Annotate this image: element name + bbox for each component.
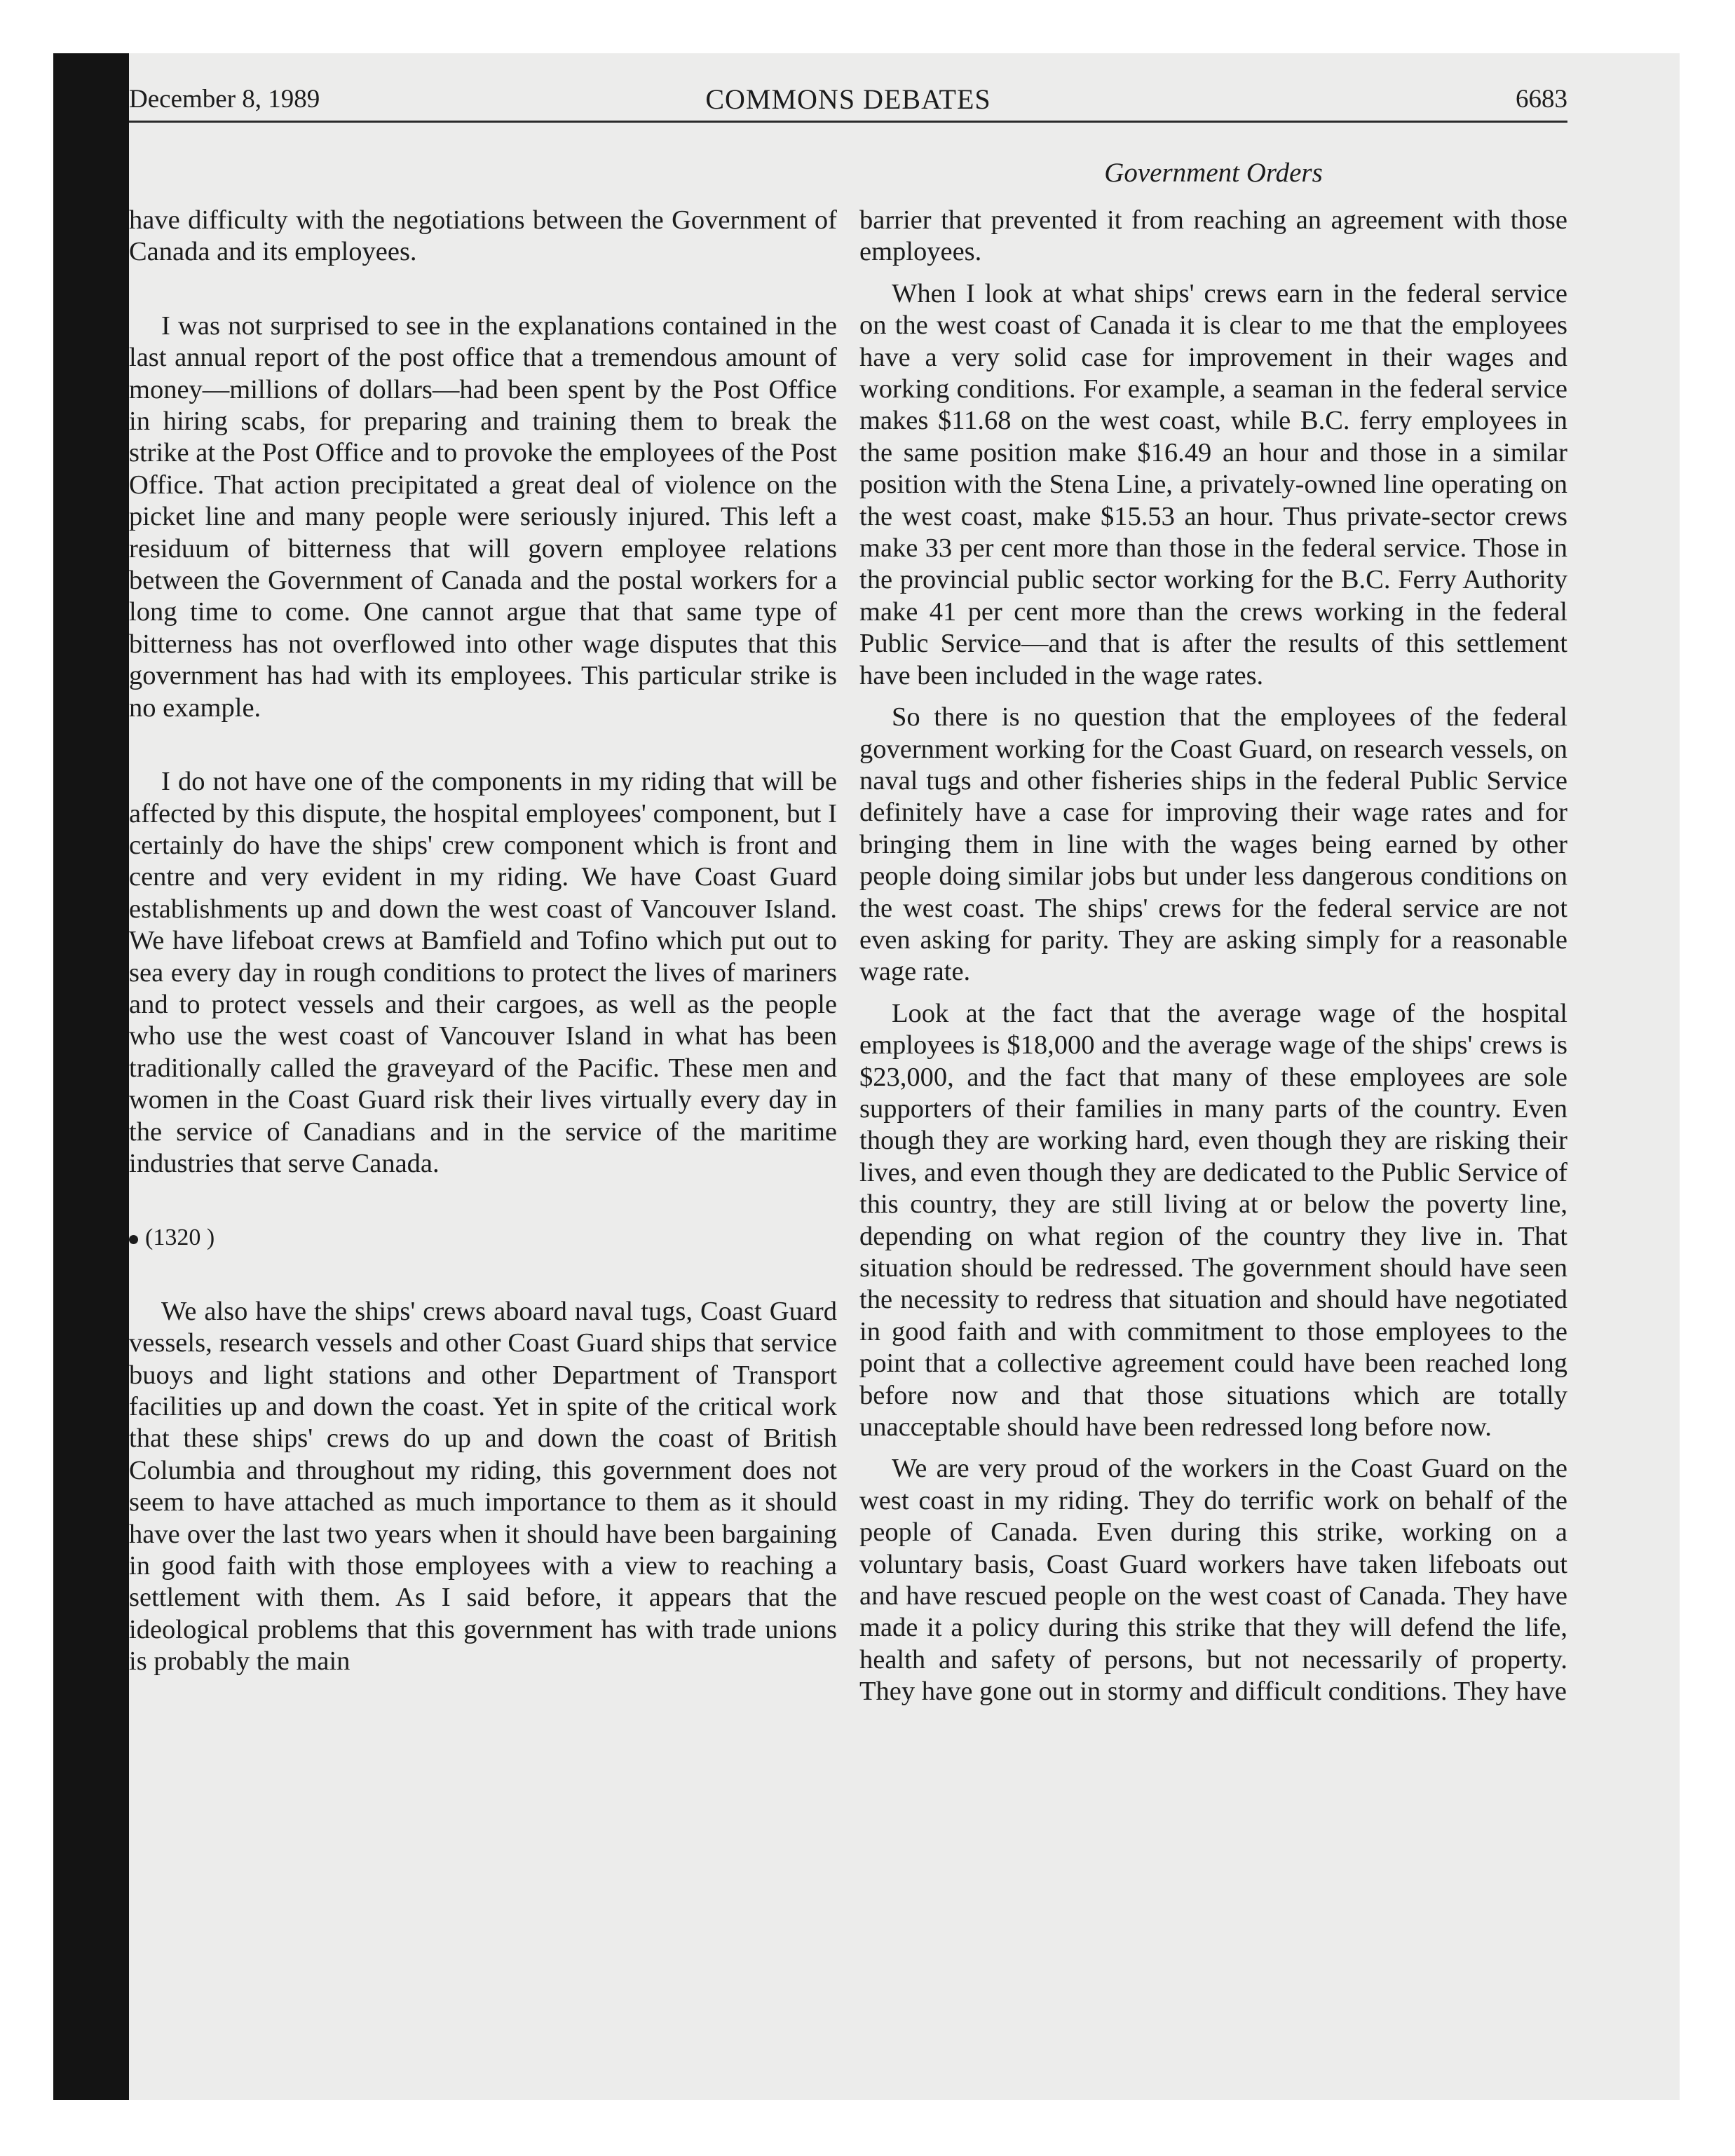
- timestamp-text: (1320 ): [145, 1224, 215, 1251]
- page-header: [129, 77, 1567, 122]
- paragraph: barrier that prevented it from reaching an agreement with those employees.: [859, 205, 1567, 267]
- header-rule: [129, 121, 1567, 123]
- paragraph: We are very proud of the workers in the Coast Guard on the west coast in my riding. They do terrific work on behalf of the people of Canada. Even during this strike, working on a voluntary basis, Coast Guard workers have taken lifeboats out and have rescued people on the west coast of Canada. They have made it a policy during this strike that they will defend the life, health and safety of persons, but not necessarily of property. They have gone out in stormy and difficult conditions. They have: [859, 1454, 1567, 1707]
- right-column: [859, 205, 1567, 1708]
- paragraph: We also have the ships' crews aboard naval tugs, Coast Guard vessels, research vessels and other Coast Guard ships that service buoys and light stations and other Department of Transport facilities up and down the coast. Yet in spite of the critical work that these ships' crews do up and down the coast of British Columbia and throughout my riding, this government does not seem to have attached as much importance to them as it should have over the last two years when it should have been bargaining in good faith with those employees with a view to reaching a settlement with them. As I said before, it appears that the ideological problems that this government has with trade unions is probably the main: [129, 1296, 837, 1677]
- timestamp-marker: [129, 1222, 837, 1253]
- bullet-icon: [129, 1235, 138, 1244]
- binding-edge: [53, 53, 129, 2100]
- paragraph: Look at the fact that the average wage of the hospital employees is $18,000 and the average wage of the ships' crews is $23,000, and the fact that many of these employees are sole supporters of their families in many parts of the country. Even though they are working hard, even though they are risking their lives, and even though they are dedicated to the Public Service of this country, they are still living at or below the poverty line, depending on what region of the country they live in. That situation should be redressed. The government should have seen the necessity to redress that situation and should have negotiated in good faith and with commitment to those employees to the point that a collective agreement could have been reached long before now and that those situations which are totally unacceptable should have been redressed long before now.: [859, 998, 1567, 1442]
- section-label: Government Orders: [1104, 158, 1323, 188]
- header-page-number: 6683: [1516, 85, 1567, 114]
- paragraph: When I look at what ships' crews earn in the federal service on the west coast of Canada it is clear to me that the employees have a very solid case for improvement in their wages and working conditions. For example, a seaman in the federal service makes $11.68 on the west coast, while B.C. ferry employees in the same position make $16.49 an hour and those in a similar position with the Stena Line, a privately-owned line operating on the west coast, make $15.53 an hour. Thus private-sector crews make 33 per cent more than those in the federal service. Those in the provincial public sector working for the B.C. Ferry Authority make 41 per cent more than the crews working in the federal Public Service—and that is after the results of this settlement have been included in the wage rates.: [859, 278, 1567, 690]
- paragraph: So there is no question that the employees of the federal government working for the Coast Guard, on research vessels, on naval tugs and other fisheries ships in the federal Public Service definitely have a case for improving their wage rates and for bringing them in line with the wages being earned by other people doing similar jobs but under less dangerous conditions on the west coast. The ships' crews for the federal service are not even asking for parity. They are asking simply for a reasonable wage rate.: [859, 702, 1567, 987]
- paragraph: I was not surprised to see in the explanations contained in the last annual report of the post office that a tremendous amount of money—millions of dollars—had been spent by the Post Office in hiring scabs, for preparing and training them to break the strike at the Post Office and to provoke the employees of the Post Office. That action precipitated a great deal of violence on the picket line and many people were seriously injured. This left a residuum of bitterness that will govern employee relations between the Government of Canada and the postal workers for a long time to come. One cannot argue that that same type of bitterness has not overflowed into other wage disputes that this government has had with its employees. This particular strike is no example.: [129, 311, 837, 723]
- header-publication: COMMONS DEBATES: [705, 83, 991, 115]
- left-column: [129, 205, 837, 1678]
- header-date: December 8, 1989: [129, 85, 320, 114]
- paragraph: have difficulty with the negotiations between the Government of Canada and its employees.: [129, 205, 837, 267]
- paragraph: I do not have one of the components in my riding that will be affected by this dispute, the hospital employees' component, but I certainly do have the ships' crew component which is front and centre and very evident in my riding. We have Coast Guard establishments up and down the west coast of Vancouver Island. We have lifeboat crews at Bamfield and Tofino which put out to sea every day in rough conditions to protect the lives of mariners and to protect vessels and their cargoes, as well as the people who use the west coast of Vancouver Island in what has been traditionally called the graveyard of the Pacific. These men and women in the Coast Guard risk their lives virtually every day in the service of Canadians and in the service of the maritime industries that serve Canada.: [129, 767, 837, 1178]
